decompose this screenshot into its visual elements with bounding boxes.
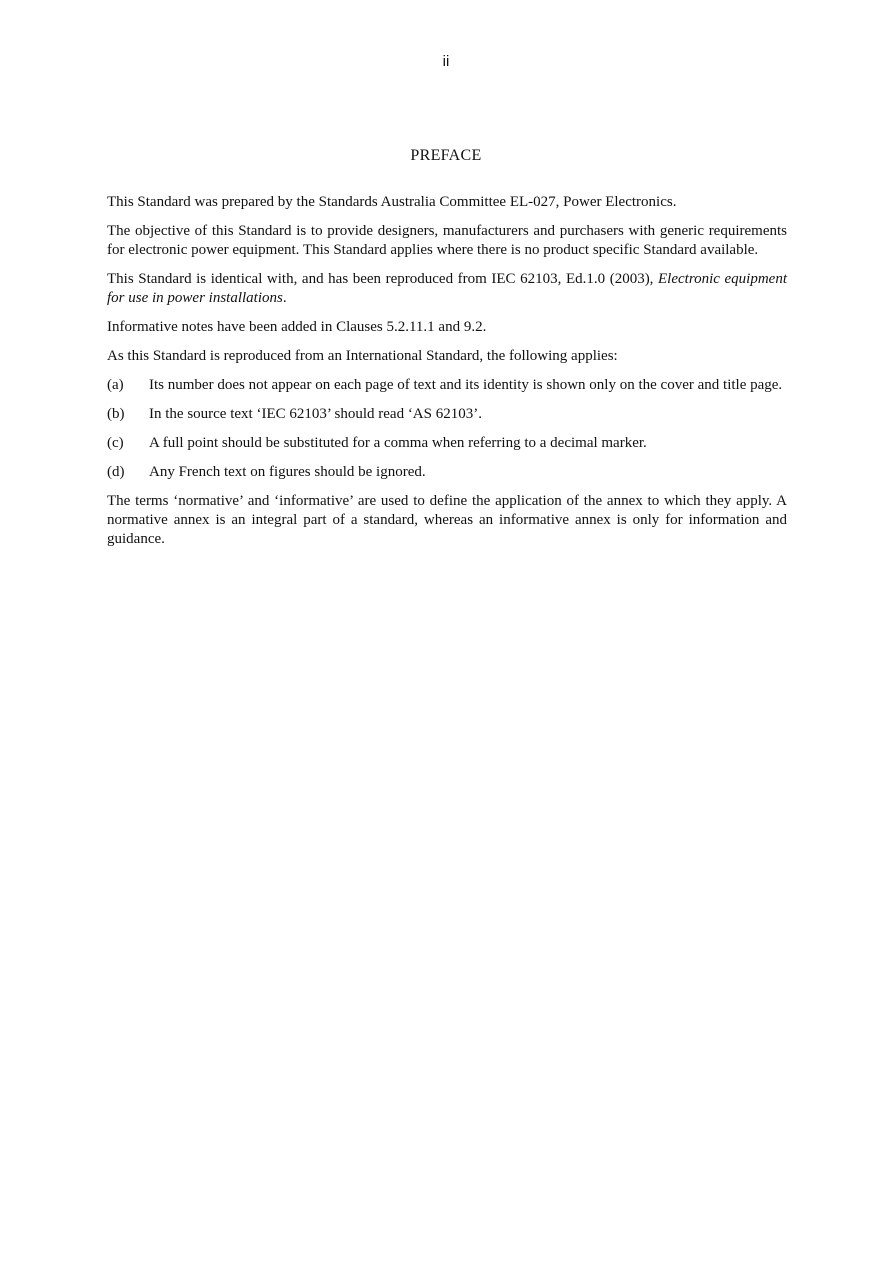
- list-item: [107, 376, 787, 395]
- list-item: [107, 434, 787, 453]
- list-item-text: Any French text on figures should be ignored.: [149, 464, 426, 480]
- paragraph-applies: As this Standard is reproduced from an International Standard, the following applies:: [107, 348, 618, 364]
- paragraph-objective: The objective of this Standard is to provide designers, manufacturers and purchasers with generic requirements for electronic power equipment. This Standard applies where there is no product specific Standard available.: [107, 223, 787, 258]
- paragraph-identical: [107, 270, 787, 308]
- list-item: [107, 463, 787, 482]
- page-title: PREFACE: [410, 147, 482, 164]
- list-item: [107, 405, 787, 424]
- paragraph-informative-notes: Informative notes have been added in Clauses 5.2.11.1 and 9.2.: [107, 319, 487, 335]
- list-item-text: A full point should be substituted for a comma when referring to a decimal marker.: [149, 435, 647, 451]
- list-item-text: In the source text ‘IEC 62103’ should read ‘AS 62103’.: [149, 406, 482, 422]
- paragraph-identical-end: .: [282, 290, 287, 306]
- source-title: Electronic equipment for use in power installations: [107, 271, 787, 306]
- list-item-label: (a): [107, 377, 124, 393]
- page-number: ii: [442, 53, 450, 70]
- paragraph-normative-informative: The terms ‘normative’ and ‘informative’ are used to define the application of the annex to which they apply. A normative annex is an integral part of a standard, whereas an informative annex is only for information and guidance.: [107, 493, 787, 547]
- list-item-label: (d): [107, 464, 125, 480]
- list-item-label: (b): [107, 406, 125, 422]
- preface-body: [107, 193, 787, 549]
- list-item-text: Its number does not appear on each page of text and its identity is shown only on the cover and title page.: [149, 377, 783, 393]
- paragraph-identical-text: This Standard is identical with, and has been reproduced from IEC 62103, Ed.1.0 (2003),: [107, 271, 659, 287]
- paragraph-committee: This Standard was prepared by the Standards Australia Committee EL-027, Power Electronics.: [107, 194, 677, 210]
- list-item-label: (c): [107, 435, 124, 451]
